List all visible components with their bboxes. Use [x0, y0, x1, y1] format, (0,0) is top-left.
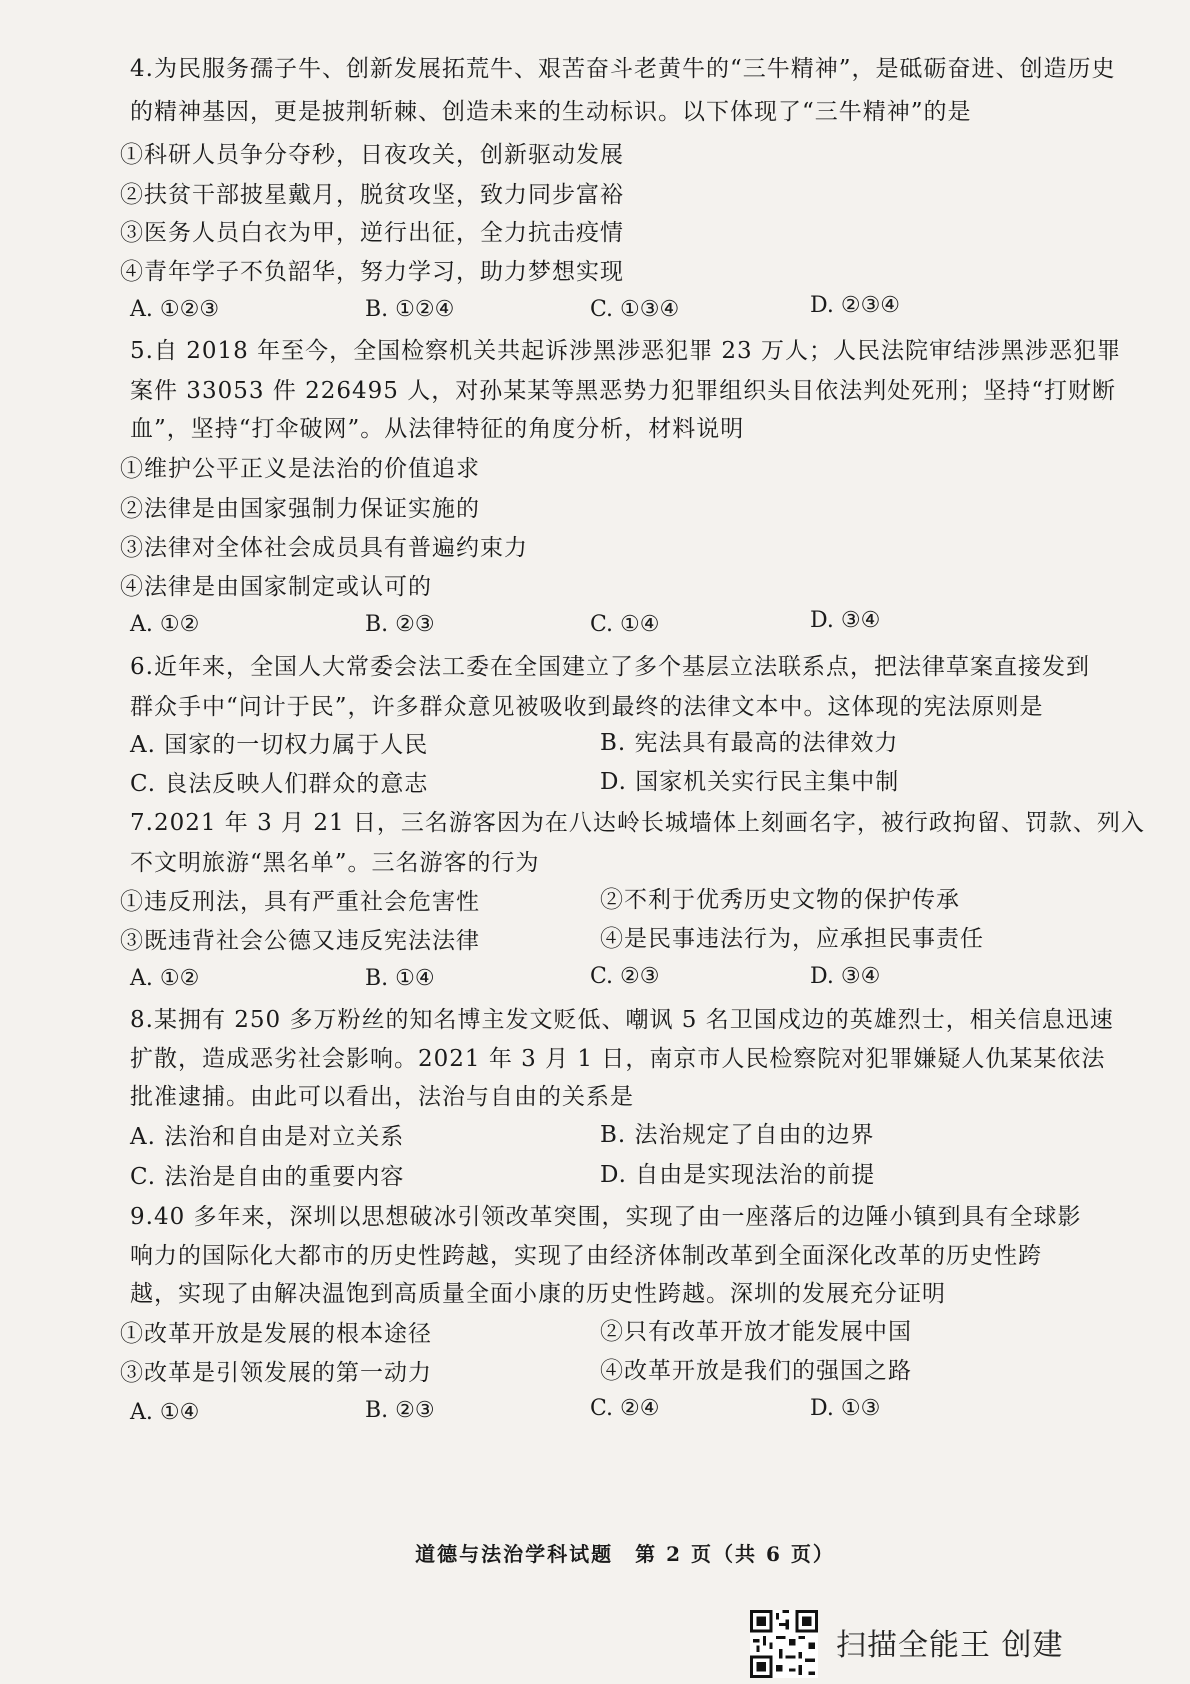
- question-stem: 7.2021 年 3 月 21 日，三名游客因为在八达岭长城墙体上刻画名字，被行政拘留、罚款、列入: [130, 810, 1145, 836]
- question-stem: 8.某拥有 250 多万粉丝的知名博主发文贬低、嘲讽 5 名卫国戍边的英雄烈士，相关信息迅速: [130, 1007, 1114, 1033]
- option-a: A. 国家的一切权力属于人民: [130, 732, 429, 758]
- statement-item: ③改革是引领发展的第一动力: [120, 1360, 432, 1386]
- question-stem: 扩散，造成恶劣社会影响。2021 年 3 月 1 日，南京市人民检察院对犯罪嫌疑人仇某某依法: [130, 1046, 1106, 1072]
- option-b: B. 宪法具有最高的法律效力: [600, 730, 899, 756]
- option-c: C. 良法反映人们群众的意志: [130, 771, 429, 797]
- question-stem: 的精神基因，更是披荆斩棘、创造未来的生动标识。以下体现了“三牛精神”的是: [130, 99, 972, 125]
- answer-choice: C. ①④: [590, 612, 660, 637]
- question-stem: 群众手中“问计于民”，许多群众意见被吸收到最终的法律文本中。这体现的宪法原则是: [130, 694, 1044, 720]
- answer-choice: C. ①③④: [590, 297, 680, 322]
- statement-item: ②扶贫干部披星戴月，脱贫攻坚，致力同步富裕: [120, 182, 624, 208]
- statement-item: ②不利于优秀历史文物的保护传承: [600, 887, 960, 913]
- statement-item: ④是民事违法行为，应承担民事责任: [600, 926, 984, 952]
- statement-item: ①违反刑法，具有严重社会危害性: [120, 889, 480, 915]
- statement-item: ③法律对全体社会成员具有普遍约束力: [120, 535, 528, 561]
- question-stem: 响力的国际化大都市的历史性跨越，实现了由经济体制改革到全面深化改革的历史性跨: [130, 1243, 1042, 1269]
- question-stem: 5.自 2018 年至今，全国检察机关共起诉涉黑涉恶犯罪 23 万人；人民法院审结涉黑涉恶犯罪: [130, 338, 1121, 364]
- answer-choice: A. ①②: [130, 966, 200, 991]
- question-stem: 越，实现了由解决温饱到高质量全面小康的历史性跨越。深圳的发展充分证明: [130, 1281, 946, 1307]
- answer-choice: C. ②③: [590, 964, 660, 989]
- answer-choice: D. ②③④: [810, 293, 901, 318]
- answer-choice: B. ②③: [365, 1398, 435, 1423]
- answer-choice: D. ③④: [810, 608, 881, 633]
- statement-item: ④改革开放是我们的强国之路: [600, 1358, 912, 1384]
- answer-choice: A. ①②③: [130, 297, 220, 322]
- statement-item: ①科研人员争分夺秒，日夜攻关，创新驱动发展: [120, 142, 624, 168]
- answer-choice: A. ①②: [130, 612, 200, 637]
- question-stem: 案件 33053 件 226495 人，对孙某某等黑恶势力犯罪组织头目依法判处死刑；坚持“打财断: [130, 378, 1116, 404]
- statement-item: ②法律是由国家强制力保证实施的: [120, 496, 480, 522]
- option-a: A. 法治和自由是对立关系: [130, 1124, 405, 1150]
- statement-item: ③医务人员白衣为甲，逆行出征，全力抗击疫情: [120, 220, 624, 246]
- option-b: B. 法治规定了自由的边界: [600, 1122, 875, 1148]
- question-stem: 血”，坚持“打伞破网”。从法律特征的角度分析，材料说明: [130, 416, 745, 442]
- statement-item: ①维护公平正义是法治的价值追求: [120, 456, 480, 482]
- answer-choice: B. ①②④: [365, 297, 455, 322]
- answer-choice: B. ①④: [365, 966, 435, 991]
- question-stem: 4.为民服务孺子牛、创新发展拓荒牛、艰苦奋斗老黄牛的“三牛精神”，是砥砺奋进、创造历史: [130, 56, 1116, 82]
- answer-choice: D. ①③: [810, 1396, 881, 1421]
- statement-item: ③既违背社会公德又违反宪法法律: [120, 928, 480, 954]
- question-stem: 不文明旅游“黑名单”。三名游客的行为: [130, 850, 540, 876]
- answer-choice: D. ③④: [810, 964, 881, 989]
- page-footer: 道德与法治学科试题 第 2 页（共 6 页）: [415, 1542, 835, 1566]
- option-d: D. 国家机关实行民主集中制: [600, 769, 900, 795]
- question-stem: 9.40 多年来，深圳以思想破冰引领改革突围，实现了由一座落后的边陲小镇到具有全球影: [130, 1204, 1082, 1230]
- statement-item: ④法律是由国家制定或认可的: [120, 574, 432, 600]
- question-stem: 6.近年来，全国人大常委会法工委在全国建立了多个基层立法联系点，把法律草案直接发到: [130, 654, 1090, 680]
- scanner-watermark: 扫描全能王 创建: [836, 1628, 1064, 1663]
- option-c: C. 法治是自由的重要内容: [130, 1164, 405, 1190]
- qr-code-icon: [750, 1610, 818, 1678]
- option-d: D. 自由是实现法治的前提: [600, 1162, 876, 1188]
- answer-choice: C. ②④: [590, 1396, 660, 1421]
- statement-item: ②只有改革开放才能发展中国: [600, 1319, 912, 1345]
- answer-choice: B. ②③: [365, 612, 435, 637]
- statement-item: ①改革开放是发展的根本途径: [120, 1321, 432, 1347]
- answer-choice: A. ①④: [130, 1400, 200, 1425]
- question-stem: 批准逮捕。由此可以看出，法治与自由的关系是: [130, 1084, 634, 1110]
- statement-item: ④青年学子不负韶华，努力学习，助力梦想实现: [120, 259, 624, 285]
